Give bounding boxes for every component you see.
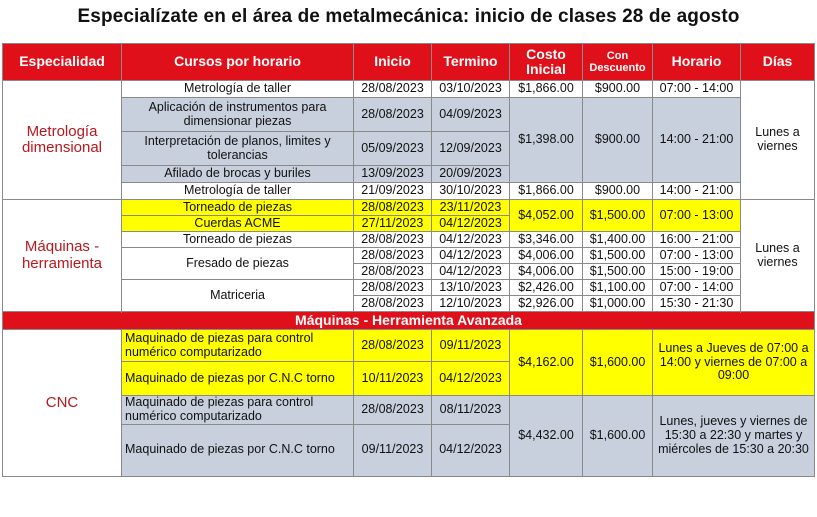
discount-cell: $1,100.00 [583,280,653,296]
schedule-cell: 07:00 - 13:00 [653,248,741,264]
discount-cell: $1,500.00 [583,200,653,232]
start-date-cell: 09/11/2023 [354,424,432,476]
discount-cell: $1,600.00 [583,396,653,477]
end-date-cell: 12/10/2023 [432,296,510,312]
discount-cell: $1,600.00 [583,330,653,396]
cost-cell: $3,346.00 [510,232,583,248]
end-date-cell: 04/12/2023 [432,424,510,476]
cost-cell: $4,006.00 [510,248,583,264]
start-date-cell: 05/09/2023 [354,132,432,166]
table-row [3,200,815,216]
end-date-cell: 04/12/2023 [432,232,510,248]
course-cell: Aplicación de instrumentos para dimensionar piezas [122,98,354,132]
schedule-cell: 15:30 - 21:30 [653,296,741,312]
course-cell: Maquinado de piezas para control numérico computarizado [122,330,354,362]
start-date-cell: 28/08/2023 [354,280,432,296]
cost-cell: $4,162.00 [510,330,583,396]
start-date-cell: 28/08/2023 [354,264,432,280]
discount-cell: $1,500.00 [583,264,653,280]
start-date-cell: 28/08/2023 [354,232,432,248]
end-date-cell: 20/09/2023 [432,166,510,183]
specialty-cnc: CNC [3,330,122,477]
start-date-cell: 28/08/2023 [354,98,432,132]
page-title: Especialízate en el área de metalmecánica: inicio de clases 28 de agosto [77,6,740,27]
table-row [3,396,815,425]
specialty-maquinas: Máquinas - herramienta [3,200,122,312]
course-cell: Afilado de brocas y buriles [122,166,354,183]
specialty-metrologia: Metrología dimensional [3,81,122,200]
course-cell: Maquinado de piezas por C.N.C torno [122,362,354,396]
start-date-cell: 28/08/2023 [354,81,432,98]
section-banner: Máquinas - Herramienta Avanzada [3,312,815,330]
end-date-cell: 12/09/2023 [432,132,510,166]
course-cell: Cuerdas ACME [122,216,354,232]
course-cell: Metrología de taller [122,81,354,98]
header-descuento: Con Descuento [583,44,653,81]
end-date-cell: 04/09/2023 [432,98,510,132]
header-horario: Horario [653,44,741,81]
cost-cell: $4,432.00 [510,396,583,477]
end-date-cell: 04/12/2023 [432,264,510,280]
schedule-cell: 07:00 - 13:00 [653,200,741,232]
cost-cell: $2,426.00 [510,280,583,296]
discount-cell: $1,500.00 [583,248,653,264]
cost-cell: $1,866.00 [510,81,583,98]
cost-cell: $1,398.00 [510,98,583,183]
start-date-cell: 10/11/2023 [354,362,432,396]
header-row [3,44,815,81]
table-row [3,98,815,132]
start-date-cell: 28/08/2023 [354,396,432,425]
cost-cell: $4,052.00 [510,200,583,232]
course-cell: Fresado de piezas [122,248,354,280]
course-cell: Matriceria [122,280,354,312]
schedule-cell: 16:00 - 21:00 [653,232,741,248]
start-date-cell: 13/09/2023 [354,166,432,183]
start-date-cell: 28/08/2023 [354,296,432,312]
header-inicio: Inicio [354,44,432,81]
discount-cell: $1,400.00 [583,232,653,248]
days-maquinas: Lunes a viernes [741,200,815,312]
cost-cell: $2,926.00 [510,296,583,312]
end-date-cell: 30/10/2023 [432,183,510,200]
end-date-cell: 08/11/2023 [432,396,510,425]
schedule-cell: Lunes, jueves y viernes de 15:30 a 22:30 y martes y miércoles de 15:30 a 20:30 [653,396,815,477]
schedule-cell: Lunes a Jueves de 07:00 a 14:00 y viernes de 07:00 a 09:00 [653,330,815,396]
table-row [3,183,815,200]
course-cell: Maquinado de piezas por C.N.C torno [122,424,354,476]
table-row [3,232,815,248]
discount-cell: $900.00 [583,81,653,98]
header-termino: Termino [432,44,510,81]
end-date-cell: 13/10/2023 [432,280,510,296]
end-date-cell: 09/11/2023 [432,330,510,362]
days-metrologia: Lunes a viernes [741,81,815,200]
cost-cell: $4,006.00 [510,264,583,280]
course-cell: Maquinado de piezas para control numérico computarizado [122,396,354,425]
table-row [3,81,815,98]
start-date-cell: 28/08/2023 [354,248,432,264]
header-cursos: Cursos por horario [122,44,354,81]
end-date-cell: 04/12/2023 [432,248,510,264]
schedule-cell: 14:00 - 21:00 [653,98,741,183]
header-dias: Días [741,44,815,81]
schedule-cell: 15:00 - 19:00 [653,264,741,280]
table-row [3,280,815,296]
start-date-cell: 28/08/2023 [354,330,432,362]
schedule-cell: 14:00 - 21:00 [653,183,741,200]
discount-cell: $900.00 [583,98,653,183]
table-row [3,248,815,264]
cost-cell: $1,866.00 [510,183,583,200]
schedule-cell: 07:00 - 14:00 [653,81,741,98]
start-date-cell: 27/11/2023 [354,216,432,232]
course-cell: Torneado de piezas [122,200,354,216]
course-cell: Metrología de taller [122,183,354,200]
end-date-cell: 04/12/2023 [432,216,510,232]
schedule-table [2,43,815,477]
discount-cell: $1,000.00 [583,296,653,312]
start-date-cell: 21/09/2023 [354,183,432,200]
start-date-cell: 28/08/2023 [354,200,432,216]
schedule-cell: 07:00 - 14:00 [653,280,741,296]
end-date-cell: 23/11/2023 [432,200,510,216]
discount-cell: $900.00 [583,183,653,200]
header-especialidad: Especialidad [3,44,122,81]
end-date-cell: 03/10/2023 [432,81,510,98]
table-row [3,330,815,362]
course-cell: Interpretación de planos, limites y tolerancias [122,132,354,166]
end-date-cell: 04/12/2023 [432,362,510,396]
header-costo: Costo Inicial [510,44,583,81]
course-cell: Torneado de piezas [122,232,354,248]
section-banner-row [3,312,815,330]
